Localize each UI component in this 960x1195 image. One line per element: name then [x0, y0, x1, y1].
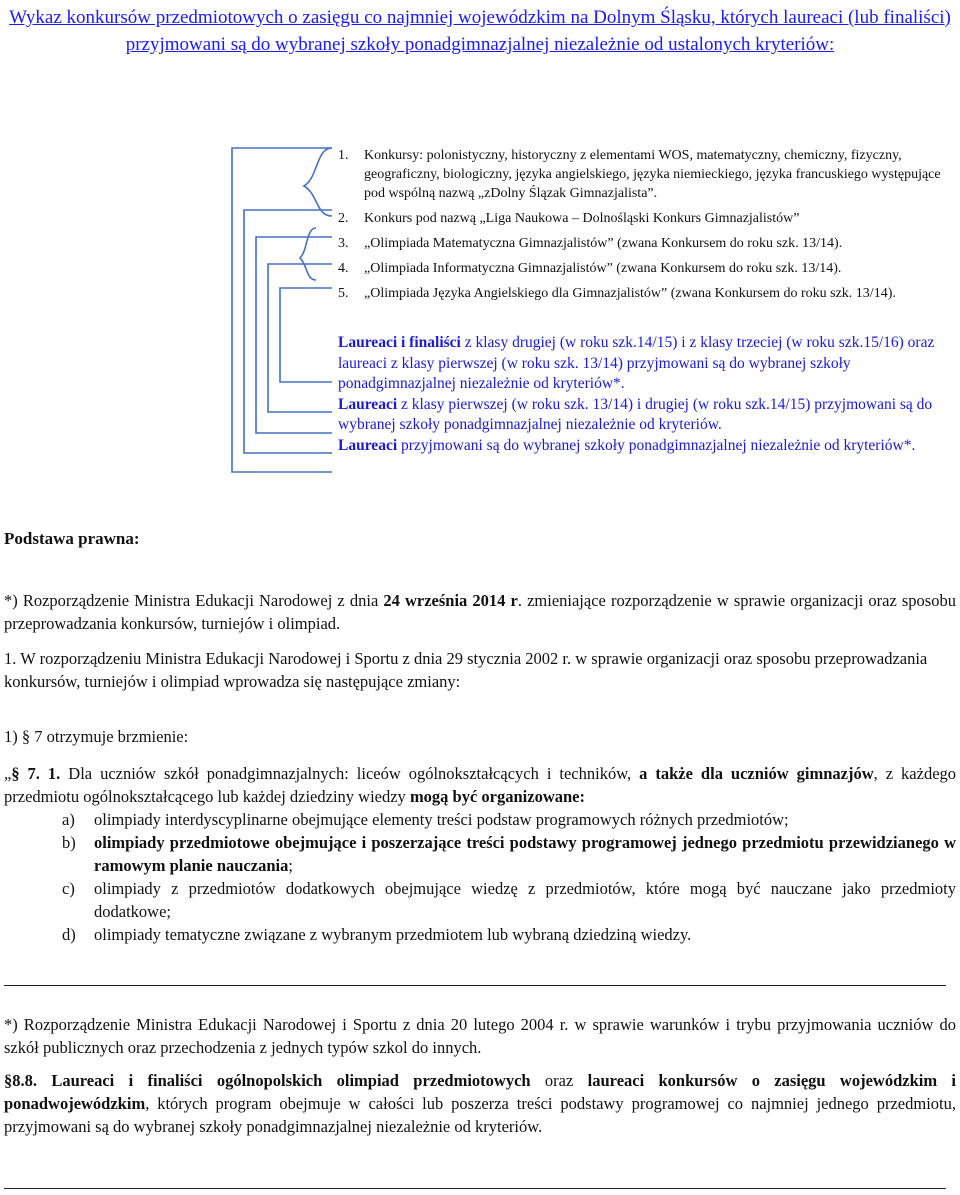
item-number: 1.	[338, 148, 349, 163]
contest-list	[338, 146, 944, 303]
list-item	[338, 259, 944, 278]
item-text: „Olimpiada Matematyczna Gimnazjalistów” (zwana Konkursem do roku szk. 13/14).	[364, 236, 843, 251]
olympiad-types	[4, 808, 956, 946]
item-text: „Olimpiada Języka Angielskiego dla Gimnazjalistów” (zwana Konkursem do roku szk. 13/14).	[364, 286, 896, 301]
item-number: 4.	[338, 261, 349, 276]
divider	[4, 985, 946, 986]
laureates-para-1: Laureaci i finaliści z klasy drugiej (w roku szk.14/15) i z klasy trzeciej (w roku szk.15/16) oraz laureaci z klasy pierwszej (w roku szk. 13/14) przyjmowani są do wybranej szkoły ponadgimnazjalnej niezależnie od kryteriów*.	[338, 334, 935, 392]
regulation-2014: *) Rozporządzenie Ministra Edukacji Narodowej z dnia 24 września 2014 r. zmieniające rozporządzenie w sprawie organizacji oraz sposobu przeprowadzania konkursów, turniejów i olimpiad.	[4, 591, 956, 633]
regulation-2004: *) Rozporządzenie Ministra Edukacji Narodowej i Sportu z dnia 20 lutego 2004 r. w sprawie warunków i trybu przyjmowania uczniów do szkół publicznych oraz przechodzenia z jednych typów szkol do innych.	[4, 1015, 956, 1057]
list-item	[338, 146, 944, 203]
list-item: c) olimpiady z przedmiotów dodatkowych obejmujące wiedzę z przedmiotów, które mogą być nauczane jako przedmioty dodatkowe;	[62, 879, 956, 921]
change-intro: 1. W rozporządzeniu Ministra Edukacji Narodowej i Sportu z dnia 29 stycznia 2002 r. w sprawie organizacji oraz sposobu przeprowadzania konkursów, turniejów i olimpiad wprowadza się następujące zmiany:	[4, 649, 928, 691]
bracket-connectors	[220, 140, 340, 480]
list-item	[338, 209, 944, 228]
page-title: Wykaz konkursów przedmiotowych o zasięgu co najmniej wojewódzkim na Dolnym Śląsku, których laureaci (lub finaliści) przyjmowani są do wybranej szkoły ponadgimnazjalnej niezależnie od ustalonych kryteriów:	[9, 7, 951, 55]
laureates-para-2: Laureaci z klasy pierwszej (w roku szk. 13/14) i drugiej (w roku szk.14/15) przyjmowani są do wybranej szkoły ponadgimnazjalnej niezależnie od kryteriów.	[338, 395, 933, 433]
list-item	[338, 284, 944, 303]
list-item: d) olimpiady tematyczne związane z wybranym przedmiotem lub wybraną dziedziną wiedzy.	[62, 925, 692, 944]
laureates-para-3: Laureaci przyjmowani są do wybranej szkoły ponadgimnazjalnej niezależnie od kryteriów*.	[338, 436, 916, 454]
list-item: b) olimpiady przedmiotowe obejmujące i poszerzające treści podstawy programowej jednego przedmiotu przewidzianego w ramowym planie nauczania;	[62, 833, 956, 875]
laureates-block	[338, 333, 938, 456]
list-item	[338, 234, 944, 253]
divider	[4, 1188, 946, 1189]
list-item: a) olimpiady interdyscyplinarne obejmujące elementy treści podstaw programowych różnych przedmiotów;	[62, 810, 789, 829]
item-text: „Olimpiada Informatyczna Gimnazjalistów” (zwana Konkursem do roku szk. 13/14).	[364, 261, 842, 276]
item-number: 5.	[338, 286, 349, 301]
item-number: 3.	[338, 236, 349, 251]
item-text: Konkurs pod nazwą „Liga Naukowa – Dolnośląski Konkurs Gimnazjalistów”	[364, 211, 800, 226]
legal-heading: Podstawa prawna:	[4, 529, 140, 548]
paragraph-8-8: §8.8. Laureaci i finaliści ogólnopolskich olimpiad przedmiotowych oraz laureaci konkursów o zasięgu wojewódzkim i ponadwojewódzkim, których program obejmuje w całości lub poszerza treści podstawy programowej co najmniej jednego przedmiotu, przyjmowani są do wybranej szkoły ponadgimnazjalnej niezależnie od kryteriów.	[4, 1071, 956, 1136]
paragraph-7-text: „§ 7. 1. Dla uczniów szkół ponadgimnazjalnych: liceów ogólnokształcących i techników, a także dla uczniów gimnazjów, z każdego przedmiotu ogólnokształcącego lub każdej dziedziny wiedzy mogą być organizowane:	[4, 764, 957, 806]
paragraph-7-intro: 1) § 7 otrzymuje brzmienie:	[4, 727, 189, 746]
item-text: Konkursy: polonistyczny, historyczny z elementami WOS, matematyczny, chemiczny, fizyczny, geograficzny, biologiczny, języka angielskiego, języka niemieckiego, języka francuskiego występujące pod wspólną nazwą „zDolny Ślązak Gimnazjalista”.	[364, 148, 941, 201]
item-number: 2.	[338, 211, 349, 226]
